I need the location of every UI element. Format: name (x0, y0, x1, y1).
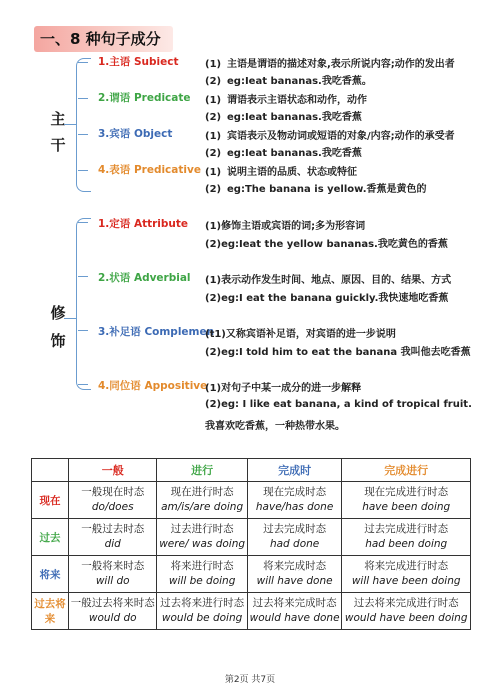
modifier-item-1-line-2: (2)eg:Ieat the yellow bananas.我吃黄色的香蕉 (205, 239, 448, 250)
main-tick-1 (78, 62, 88, 63)
modifier-label-2: 饰 (50, 332, 66, 350)
table-header-simple: 一般 (69, 459, 157, 482)
table-cell: 过去完成时态 had done (247, 519, 342, 556)
main-brace-tick (64, 124, 77, 125)
modifier-item-4-line-3: 我喜欢吃香蕉，一种热带水果。 (205, 421, 345, 432)
main-item-2-line-1: (1) 谓语表示主语状态和动作，动作 (205, 95, 367, 106)
modifier-item-title-4: 4.同位语 Appositive (98, 380, 208, 392)
main-item-title-2: 2.谓语 Predicate (98, 92, 191, 104)
row-label-past-future: 过去将来 (32, 593, 69, 630)
modifier-tick-2 (78, 276, 88, 277)
modifier-item-title-1: 1.定语 Attribute (98, 218, 189, 230)
main-item-3-line-1: (1) 宾语表示及物动词或短语的对象/内容;动作的承受者 (205, 131, 455, 142)
table-cell: 过去将来进行时态 would be doing (157, 593, 247, 630)
table-cell: 一般过去将来时态 would do (69, 593, 157, 630)
modifier-tick-4 (78, 384, 88, 385)
modifier-brace-tick (64, 318, 77, 319)
main-item-4-line-2: (2) eg:The banana is yellow.香蕉是黄色的 (205, 184, 427, 195)
main-item-4-line-1: (1) 说明主语的品质、状态或特征 (205, 167, 357, 178)
table-cell: 过去完成进行时态 had been doing (342, 519, 471, 556)
main-item-1-line-2: (2) eg:Ieat bananas.我吃香蕉。 (205, 76, 372, 87)
main-item-1-line-1: (1) 主语是谓语的描述对象,表示所说内容;动作的发出者 (205, 59, 455, 70)
modifier-item-4-line-1: (1)对句子中某一成分的进一步解释 (205, 383, 362, 394)
table-cell: 将来完成时态 will have done (247, 556, 342, 593)
main-item-title-3: 3.宾语 Object (98, 128, 173, 140)
modifier-tick-3 (78, 330, 88, 331)
modifier-item-3-line-2: (2)eg:I told him to eat the banana 我叫他去吃香蕉 (205, 347, 471, 358)
main-label-2: 干 (50, 136, 66, 154)
main-item-title-4: 4.表语 Predicative (98, 164, 201, 176)
main-item-3-line-2: (2) eg:Ieat bananas.我吃香蕉 (205, 148, 362, 159)
main-label-1: 主 (50, 110, 66, 128)
table-cell: 过去将来完成时态 would have done (247, 593, 342, 630)
table-header-row (32, 459, 471, 482)
section-title: 一、8 种句子成分 (34, 26, 173, 52)
tense-table (31, 458, 471, 630)
table-cell: 现在完成进行时态 have been doing (342, 482, 471, 519)
table-row (32, 519, 471, 556)
table-row (32, 482, 471, 519)
modifier-item-1-line-1: (1)修饰主语或宾语的词;多为形容词 (205, 221, 366, 232)
main-item-title-1: 1.主语 Subiect (98, 56, 179, 68)
table-header-perfect-progressive: 完成进行 (342, 459, 471, 482)
main-item-2-line-2: (2) eg:Ieat bananas.我吃香蕉 (205, 112, 362, 123)
main-tick-4 (78, 170, 88, 171)
row-label-future: 将来 (32, 556, 69, 593)
modifier-item-title-2: 2.状语 Adverbial (98, 272, 191, 284)
page-footer: 第2页 共7页 (224, 675, 276, 685)
main-brace (76, 58, 91, 192)
table-header-progressive: 进行 (157, 459, 247, 482)
table-cell: 一般将来时态 will do (69, 556, 157, 593)
table-cell: 将来进行时态 will be doing (157, 556, 247, 593)
modifier-brace (76, 218, 91, 390)
table-cell: 一般现在时态 do/does (69, 482, 157, 519)
table-header-perfect: 完成时 (247, 459, 342, 482)
modifier-item-title-3: 3.补足语 Complemen (98, 326, 215, 338)
table-cell: 将来完成进行时态 will have been doing (342, 556, 471, 593)
modifier-item-3-line-1: (t1)又称宾语补足语，对宾语的进一步说明 (205, 329, 396, 340)
table-cell: 过去将来完成进行时态 would have been doing (342, 593, 471, 630)
modifier-item-4-line-2: (2)eg: I like eat banana, a kind of tropical fruit. (205, 399, 472, 410)
row-label-past: 过去 (32, 519, 69, 556)
table-cell: 过去进行时态 were/ was doing (157, 519, 247, 556)
table-row (32, 593, 471, 630)
table-cell: 一般过去时态 did (69, 519, 157, 556)
main-tick-3 (78, 134, 88, 135)
modifier-label-1: 修 (50, 304, 66, 322)
table-cell: 现在完成时态 have/has done (247, 482, 342, 519)
main-tick-2 (78, 98, 88, 99)
table-row (32, 556, 471, 593)
table-header-corner (32, 459, 69, 482)
modifier-item-2-line-1: (1)表示动作发生时间、地点、原因、目的、结果、方式 (205, 275, 452, 286)
modifier-item-2-line-2: (2)eg:I eat the banana guickly.我快速地吃香蕉 (205, 293, 449, 304)
row-label-present: 现在 (32, 482, 69, 519)
table-cell: 现在进行时态 am/is/are doing (157, 482, 247, 519)
modifier-tick-1 (78, 222, 88, 223)
